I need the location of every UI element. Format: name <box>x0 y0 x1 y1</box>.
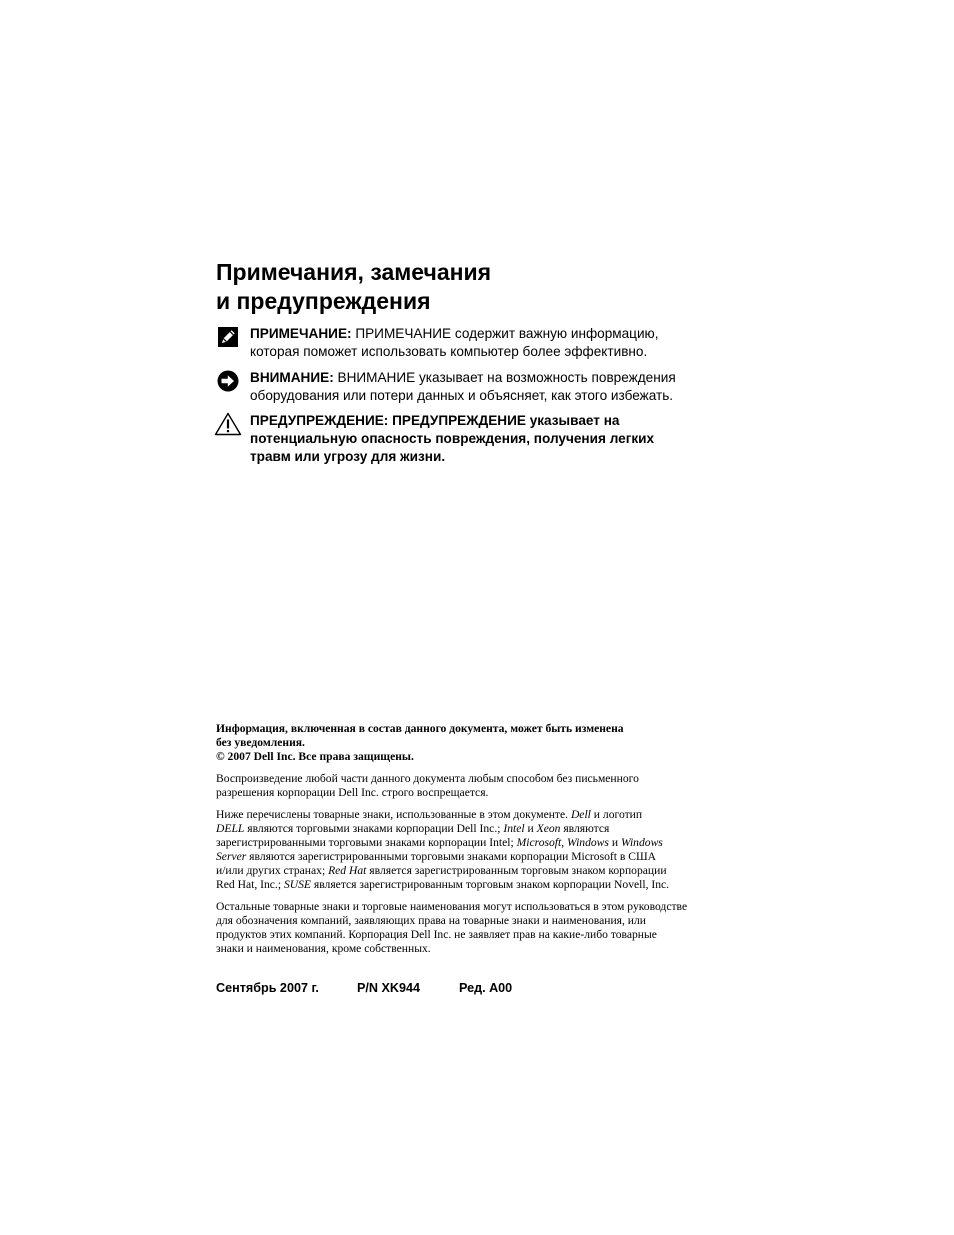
warning-triangle-icon <box>214 412 242 436</box>
tm-line-1 <box>216 808 736 822</box>
tm-text: и <box>524 822 537 835</box>
tm-text: являются <box>560 822 610 835</box>
tm-text: являются зарегистрированными торговыми знаками корпорации Microsoft в США <box>246 850 657 863</box>
caution-text <box>250 369 716 405</box>
change-notice-copyright <box>216 722 736 764</box>
caution-label: ВНИМАНИЕ: <box>250 370 334 385</box>
other-line-3: продуктов этих компаний. Корпорация Dell Inc. не заявляет прав на какие-либо товарные <box>216 928 657 941</box>
tm-text: и/или других странах; <box>216 864 329 877</box>
trademarks-notice <box>216 808 736 892</box>
tm-line-5 <box>216 864 736 878</box>
tm-text: зарегистрированными торговыми знаками корпорации Intel; <box>216 836 517 849</box>
info-line-1: Информация, включенная в состав данного документа, может быть изменена <box>216 722 624 735</box>
note-line-1: ПРИМЕЧАНИЕ содержит важную информацию, <box>351 326 659 341</box>
tm-line-6 <box>216 878 736 892</box>
tm-text: является зарегистрированным торговым знаком корпорации Novell, Inc. <box>311 878 670 891</box>
tm-text: Ниже перечислены товарные знаки, использованные в этом документе. <box>216 808 571 821</box>
tm-intel: Intel <box>503 822 525 835</box>
caution-line-2: оборудования или потери данных и объясняет, как этого избежать. <box>250 388 674 403</box>
revision: Ред. A00 <box>459 981 513 995</box>
note-pencil-icon <box>216 325 240 349</box>
reproduction-notice <box>216 772 736 800</box>
tm-text: Red Hat, Inc.; <box>216 878 284 891</box>
info-line-2: без уведомления. <box>216 736 305 749</box>
other-line-2: для обозначения компаний, заявляющих права на товарные знаки и наименования, или <box>216 914 646 927</box>
note-text <box>250 325 716 361</box>
tm-microsoft: Microsoft <box>516 836 562 849</box>
repro-line-2: разрешения корпорации Dell Inc. строго воспрещается. <box>216 786 489 799</box>
part-number: P/N XK944 <box>357 981 420 995</box>
copyright-line: © 2007 Dell Inc. Все права защищены. <box>216 750 414 763</box>
warning-text <box>250 412 716 466</box>
caution-arrow-icon <box>216 369 240 393</box>
other-trademarks-notice <box>216 900 736 956</box>
note-label: ПРИМЕЧАНИЕ: <box>250 326 352 341</box>
warning-line-1: ПРЕДУПРЕЖДЕНИЕ: ПРЕДУПРЕЖДЕНИЕ указывает на <box>250 413 620 428</box>
note-line-2: которая поможет использовать компьютер более эффективно. <box>250 344 648 359</box>
title-line-2: и предупреждения <box>216 288 431 314</box>
warning-line-2: потенциальную опасность повреждения, получения легких <box>250 431 655 446</box>
tm-xeon: Xeon <box>536 822 561 835</box>
repro-line-1: Воспроизведение любой части данного документа любым способом без письменного <box>216 772 639 785</box>
tm-windows: Windows <box>567 836 609 849</box>
warning-line-3: травм или угрозу для жизни. <box>250 449 446 464</box>
tm-line-3 <box>216 836 736 850</box>
publication-date: Сентябрь 2007 г. <box>216 981 319 995</box>
page-title <box>216 258 736 316</box>
caution-line-1: ВНИМАНИЕ указывает на возможность повреждения <box>333 370 676 385</box>
tm-dell-logo: DELL <box>216 822 245 835</box>
tm-windows-server: Windows <box>620 836 663 849</box>
tm-redhat: Red Hat <box>328 864 367 877</box>
tm-line-2 <box>216 822 736 836</box>
tm-text: , <box>561 836 568 849</box>
other-line-1: Остальные товарные знаки и торговые наименования могут использоваться в этом руководстве <box>216 900 688 913</box>
tm-line-4 <box>216 850 736 864</box>
other-line-4: знаки и наименования, кроме собственных. <box>216 942 431 955</box>
tm-server: Server <box>216 850 247 863</box>
tm-text: и <box>608 836 621 849</box>
tm-text: является зарегистрированным торговым знаком корпорации <box>366 864 667 877</box>
title-line-1: Примечания, замечания <box>216 259 492 285</box>
tm-text: и логотип <box>590 808 643 821</box>
tm-text: являются торговыми знаками корпорации Dell Inc.; <box>244 822 504 835</box>
tm-suse: SUSE <box>283 878 311 891</box>
tm-dell: Dell <box>570 808 591 821</box>
